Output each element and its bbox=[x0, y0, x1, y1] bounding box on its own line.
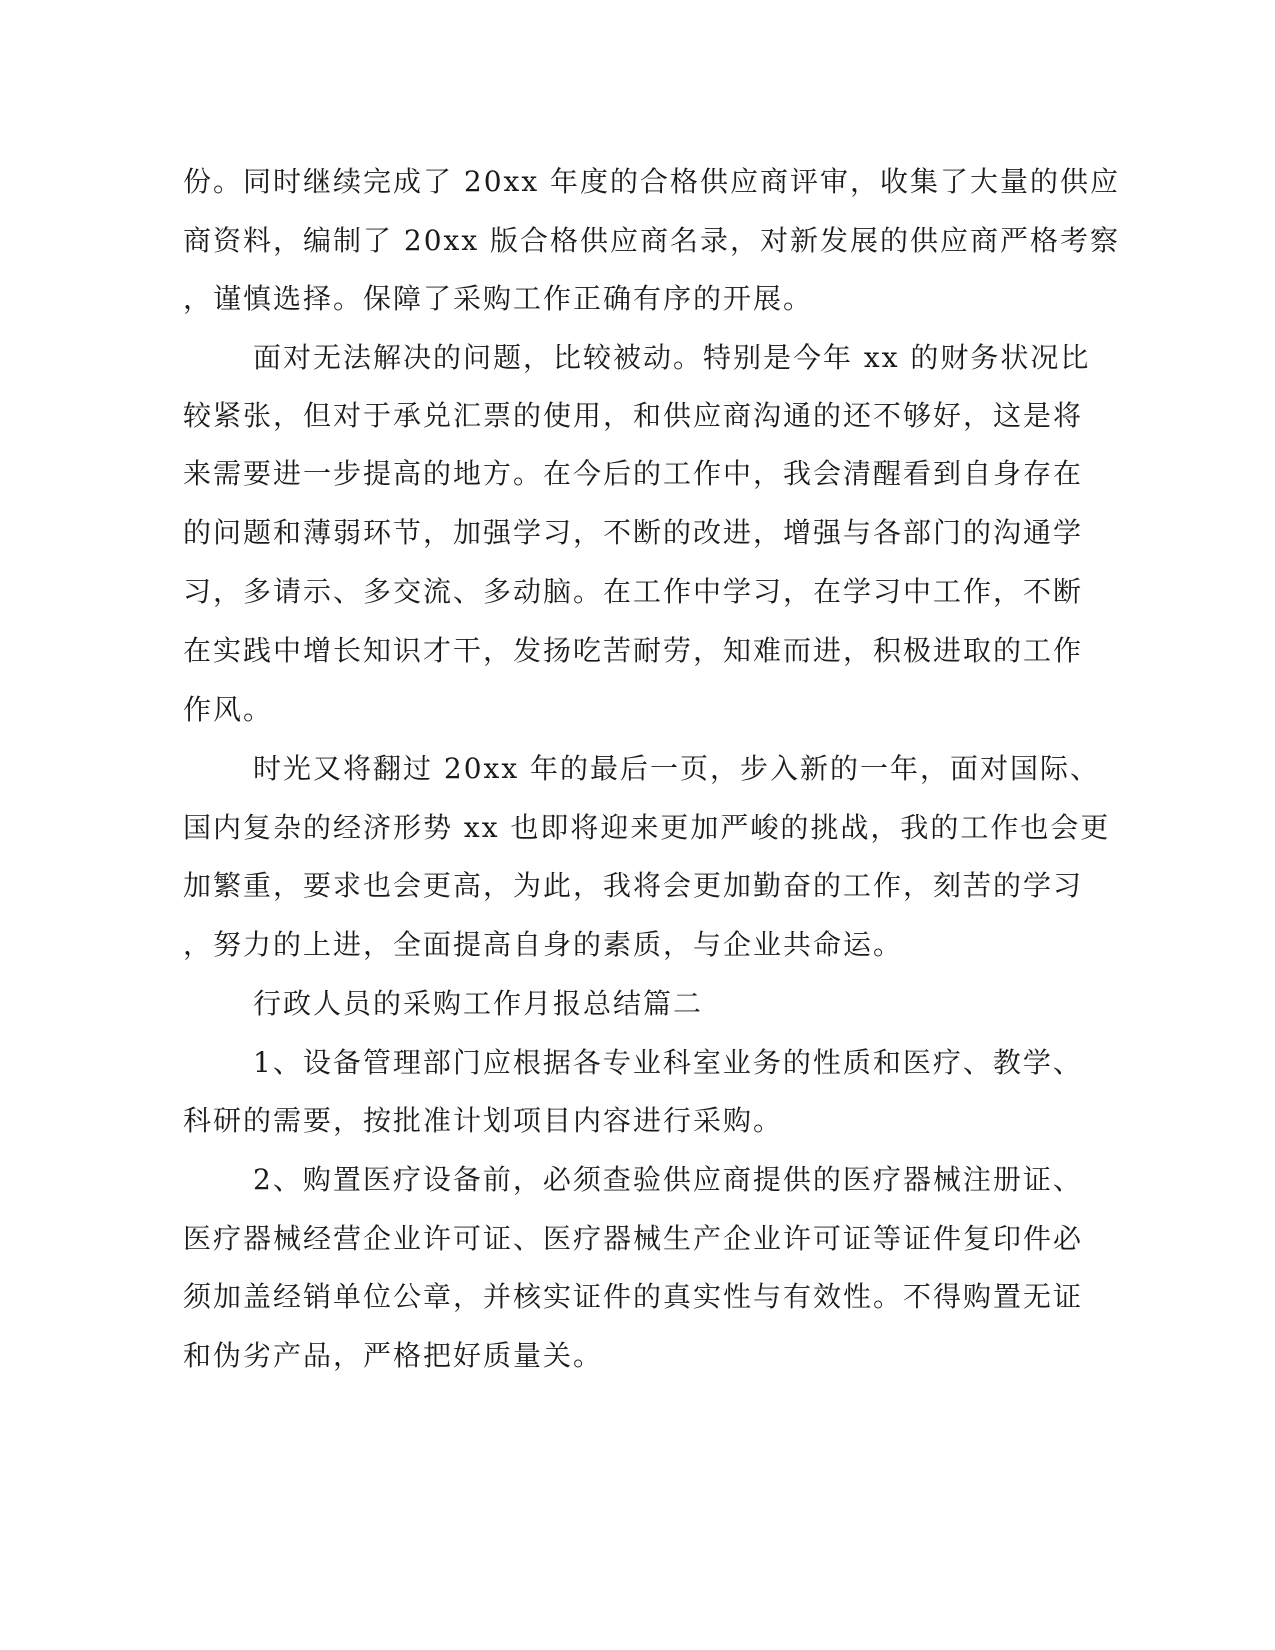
paragraph-line: 来需要进一步提高的地方。在今后的工作中，我会清醒看到自身存在 bbox=[183, 457, 1084, 490]
paragraph-line: 在实践中增长知识才干，发扬吃苦耐劳，知难而进，积极进取的工作 bbox=[183, 634, 1084, 667]
paragraph-line: 的问题和薄弱环节，加强学习，不断的改进，增强与各部门的沟通学 bbox=[183, 516, 1084, 549]
paragraph-line: 份。同时继续完成了 20xx 年度的合格供应商评审，收集了大量的供应 bbox=[183, 165, 1121, 198]
paragraph-line: 商资料，编制了 20xx 版合格供应商名录，对新发展的供应商严格考察 bbox=[183, 224, 1121, 257]
paragraph-line: 较紧张，但对于承兑汇票的使用，和供应商沟通的还不够好，这是将 bbox=[183, 399, 1084, 432]
paragraph-line: ，努力的上进，全面提高自身的素质，与企业共命运。 bbox=[183, 928, 904, 961]
paragraph-line: 加繁重，要求也会更高，为此，我将会更加勤奋的工作，刻苦的学习 bbox=[183, 869, 1084, 902]
paragraph-line: 国内复杂的经济形势 xx 也即将迎来更加严峻的挑战，我的工作也会更 bbox=[183, 811, 1111, 844]
paragraph-line: 1、设备管理部门应根据各专业科室业务的性质和医疗、教学、 bbox=[253, 1046, 1083, 1079]
paragraph-line: 面对无法解决的问题，比较被动。特别是今年 xx 的财务状况比 bbox=[253, 341, 1091, 374]
paragraph-line: 科研的需要，按批准计划项目内容进行采购。 bbox=[183, 1104, 784, 1137]
paragraph-line: 和伪劣产品，严格把好质量关。 bbox=[183, 1339, 604, 1372]
paragraph-line: ，谨慎选择。保障了采购工作正确有序的开展。 bbox=[183, 282, 814, 315]
paragraph-line: 医疗器械经营企业许可证、医疗器械生产企业许可证等证件复印件必 bbox=[183, 1222, 1084, 1255]
paragraph-line: 时光又将翻过 20xx 年的最后一页，步入新的一年，面对国际、 bbox=[253, 752, 1101, 785]
paragraph-line: 习，多请示、多交流、多动脑。在工作中学习，在学习中工作，不断 bbox=[183, 575, 1084, 608]
paragraph-line: 须加盖经销单位公章，并核实证件的真实性与有效性。不得购置无证 bbox=[183, 1280, 1084, 1313]
paragraph-line: 作风。 bbox=[183, 693, 274, 726]
paragraph-line: 2、购置医疗设备前，必须查验供应商提供的医疗器械注册证、 bbox=[253, 1163, 1083, 1196]
section-heading: 行政人员的采购工作月报总结篇二 bbox=[253, 987, 704, 1020]
